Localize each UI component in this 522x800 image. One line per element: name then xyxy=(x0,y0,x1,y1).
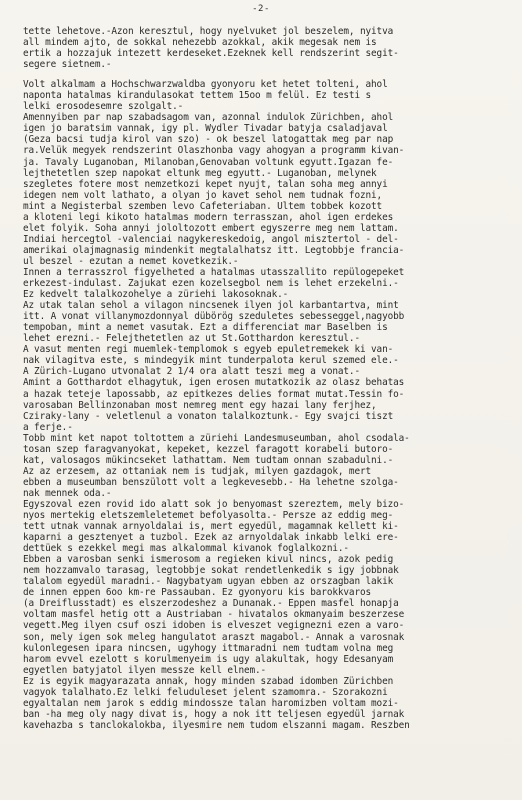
text-line: idegen nem volt lathato, a olyan jo kavet sehol nem tudnak fozni, xyxy=(23,189,383,201)
text-line: lejthetetlen szep napokat eltunk meg egyutt.- Luganoban, melynek xyxy=(23,167,377,179)
text-line: egyetlen batyjatol ilyen messze kell elnem.- xyxy=(23,664,267,676)
text-line: Amennyiben par nap szabadsagom van, azonnal indulok Zürichben, ahol xyxy=(23,112,394,124)
text-line: dettüek s ezekkel megi mas alkalommal kivanok foglalkozni.- xyxy=(23,543,349,555)
text-line: harom evvel ezelott s korulmenyeim is ugy alakultak, hogy Edesanyam xyxy=(23,653,394,665)
paragraph xyxy=(23,26,510,70)
text-line: ebben a museumban benszülott volt a legkevesebb.- Ha lehetne szolga- xyxy=(23,476,399,488)
text-line: ban -ha meg oly nagy divat is, hogy a nok itt teljesen egyedül jarnak xyxy=(23,708,405,720)
text-line: Tobb mint ket napot toltottem a züriehi Landesmuseumban, ahol csodala- xyxy=(23,432,410,444)
text-line: ja. Tavaly Luganoban, Milanoban,Genovaban voltunk egyutt.Igazan fe- xyxy=(23,156,394,168)
text-line: lehet erezni.- Felejthetetlen az ut St.Gotthardon keresztul.- xyxy=(23,333,360,345)
text-line: tette lehetove.-Azon keresztul, hogy nyelvuket jol beszelem, nyitva xyxy=(23,26,394,37)
letter-body xyxy=(23,26,510,731)
text-line: igen jo baratsim vannak, igy pl. Wydler Tivadar batyja csaladjaval xyxy=(23,123,388,135)
text-line: son, mely igen sok meleg hangulatot araszt magabol.- Annak a varosnak xyxy=(23,631,405,643)
text-line: tett utnak vannak arnyoldalai is, mert egyedül, magamnak kellett ki- xyxy=(23,521,399,533)
text-line: Cziraky-lany - veletlenul a vonaton talalkoztunk.- Egy svajci tiszt xyxy=(23,410,394,422)
text-line: Ebben a varosban senki ismerosom a regieken kivul nincs, azok pedig xyxy=(23,554,394,566)
text-line: kaparni a gesztenyet a tuzbol. Ezek az arnyoldalak inkabb lelki ere- xyxy=(23,532,399,544)
text-line: ertik a hozzajuk intezett kerdeseket.Ezeknek kell rendszerint segit- xyxy=(23,48,399,60)
text-line: a kloteni legi kikoto hatalmas modern terrasszan, ahol igen erdekes xyxy=(23,211,394,223)
text-line: talalom egyedül maradni.- Nagybatyam ugyan ebben az orszagban lakik xyxy=(23,576,394,588)
text-line: all mindem ajto, de sokkal nehezebb azokkal, akik megesak nem is xyxy=(23,37,377,49)
text-line: voltam masfel hetig ott a Austriaban - hivatalos okmanyaim beszerzese xyxy=(23,609,405,621)
text-line: Volt alkalmam a Hochschwarzwaldba gyonyoru ket hetet tolteni, ahol xyxy=(23,79,388,91)
text-line: ul beszel - ezutan a nemet kovetkezik.- xyxy=(23,255,239,267)
text-line: (Geza bacsi tudja kirol van szo) - ok beszel latogattak meg par nap xyxy=(23,134,394,146)
text-line: tempoban, mint a nemet vasutak. Ezt a differenciat mar Baselben is xyxy=(23,322,388,334)
text-line: Az az erzesem, az ottaniak nem is tudjak, milyen gazdagok, mert xyxy=(23,465,372,477)
text-line: A Zürich-Lugano utvonalat 2 1/4 ora alatt teszi meg a vonat.- xyxy=(23,366,360,378)
text-line: a ferje.- xyxy=(23,421,73,433)
text-line: kavehazba s tanclokalokba, ilyesmire nem tudom elszanni magam. Reszben xyxy=(23,719,410,731)
text-line: amerikai olajmagnasig mindenkit megtalalhatsz itt. Legtobbje francia- xyxy=(23,244,405,256)
text-line: de innen eppen 6oo km-re Passauban. Ez gyonyoru kis barokkvaros xyxy=(23,587,372,599)
text-line: tosan szep faragvanyokat, kepeket, kezzel faragott korabeli butoro- xyxy=(23,443,394,455)
text-line: Ez kedvelt talalkozohelye a züriehi lakosoknak.- xyxy=(23,289,289,301)
text-line: A vasut menten regi muemlek-templomok s egyeb epuletremekek ki van- xyxy=(23,344,394,356)
text-line: vagyok talalhato.Ez lelki feluduleset jelent szamomra.- Szorakozni xyxy=(23,686,388,698)
text-line: nyos mertekig eletszemleletemet befolyasolta.- Persze az eddig meg- xyxy=(23,510,394,522)
text-line: segere sietnem.- xyxy=(23,59,112,71)
text-line: elet folyik. Soha annyi jololtozott embert egyszerre meg nem lattam. xyxy=(23,222,399,234)
text-line: szegletes fotere most nemzetkozi kepet nyujt, talan soha meg annyi xyxy=(23,178,388,190)
text-line: Egyszoval ezen rovid ido alatt sok jo benyomast szereztem, mely bizo- xyxy=(23,498,405,510)
text-line: nak mennek oda.- xyxy=(23,487,112,499)
text-line: mint a Negisterbal szemben levo Cafeteriaban. Ultem tobbek kozott xyxy=(23,200,383,212)
paragraph xyxy=(23,79,510,731)
text-line: itt. A vonat villanymozdonnyal dübörög szeduletes sebesseggel,nagyobb xyxy=(23,311,405,323)
text-line: naponta hatalmas kirandulasokat tettem 15oo m felül. Ez testi s xyxy=(23,90,372,102)
text-line: a hazak teteje lapossabb, az epitkezes delies format mutat.Tessin fo- xyxy=(23,388,405,400)
text-line: nak vilagitva este, s mindegyik mint tunderpalota kerul szemed ele.- xyxy=(23,355,399,367)
text-line: varosaban Bellinzonaban most nemreg ment egy hazai lany ferjhez, xyxy=(23,399,377,411)
text-line: Indiai hercegtol -valenciai nagykereskedoig, angol misztertol - del- xyxy=(23,233,399,245)
text-line: nem hozzamvalo tarasag, legtobbje sokat rendetlenkedik s igy jobbnak xyxy=(23,565,399,577)
text-line: kulonlegesen ipara nincsen, ugyhogy ittmaradni nem tudtam volna meg xyxy=(23,642,394,654)
text-line: ra.Velük megyek rendszerint Olaszhonba vagy ahogyan a programm kivan- xyxy=(23,145,405,157)
text-line: Innen a terrasszrol figyelheted a hatalmas utasszallito repülogepeket xyxy=(23,266,405,278)
page-number: -2- xyxy=(252,4,270,14)
text-line: lelki erosodesemre szolgalt.- xyxy=(23,101,184,113)
text-line: Amint a Gotthardot elhagytuk, igen erosen mutatkozik az olasz behatas xyxy=(23,377,405,389)
text-line: Az utak talan sehol a vilagon nincsenek ilyen jol karbantartva, mint xyxy=(23,300,399,312)
text-line: egyaltalan nem jarok s eddig mindossze talan haromizben voltam mozi- xyxy=(23,697,399,709)
text-line: erkezest-indulast. Zajukat ezen kozelsegbol nem is lehet erzekelni.- xyxy=(23,278,399,290)
text-line: kat, valosagos mükincseket lathattam. Nem tudtam onnan szabadulni.- xyxy=(23,454,394,466)
text-line: Ez is egyik magyarazata annak, hogy minden szabad idomben Zürichben xyxy=(23,675,394,687)
text-line: (a Dreiflusstadt) es elszerzodeshez a Dunanak.- Eppen masfel honapja xyxy=(23,598,399,610)
text-line: vegett.Meg ilyen csuf oszi idoben is elveszet vegignezni ezen a varo- xyxy=(23,620,405,632)
